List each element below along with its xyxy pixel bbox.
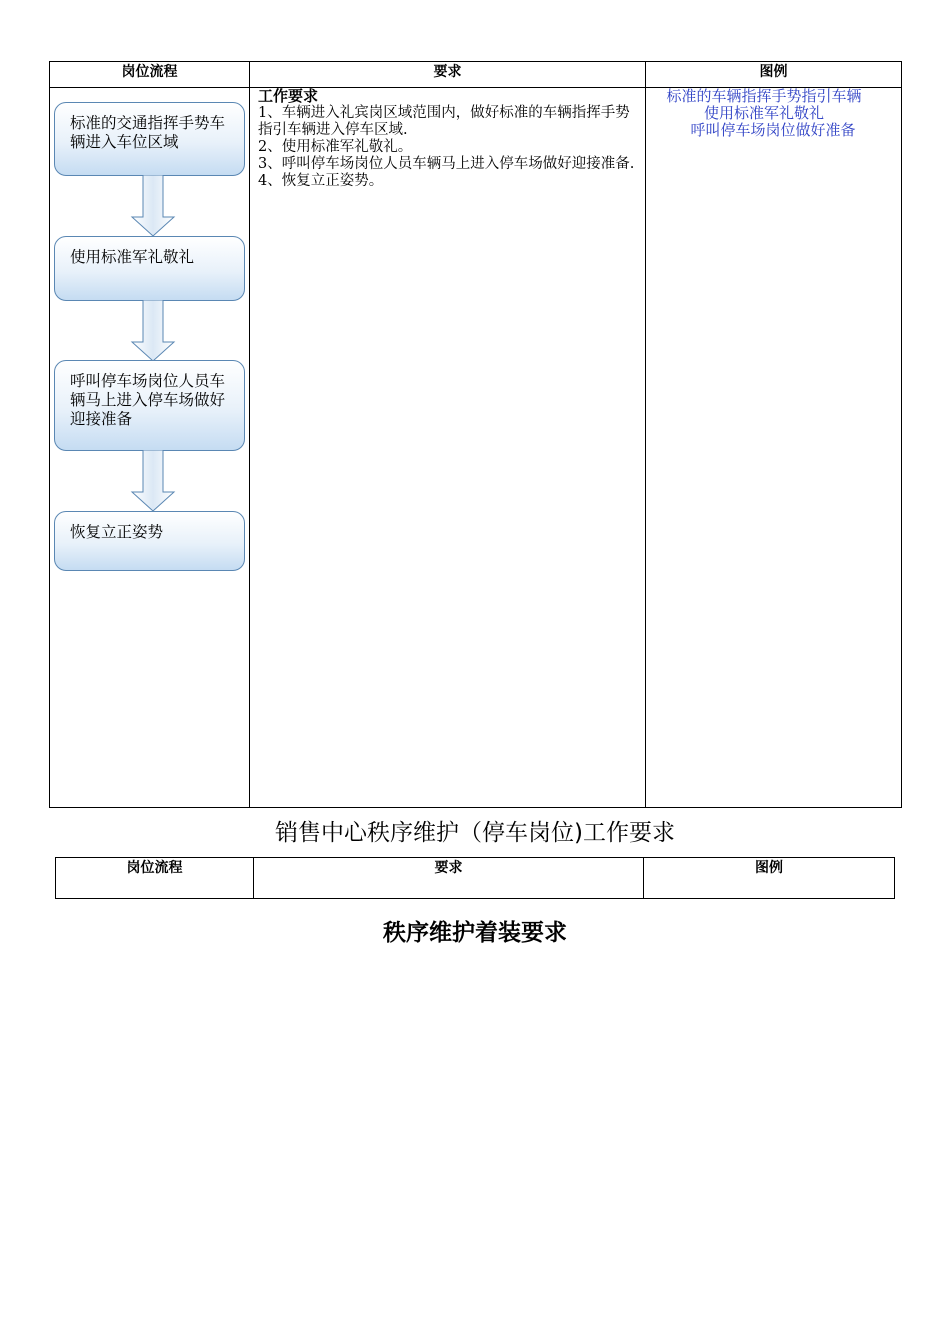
legend-cell — [646, 88, 882, 139]
requirements-cell — [258, 88, 638, 190]
table2-header-legend: 图例 — [755, 860, 783, 876]
table2-header-requirements: 要求 — [434, 860, 463, 876]
flow-step-4: 恢复立正姿势 — [54, 511, 245, 571]
requirement-item: 3、呼叫停车场岗位人员车辆马上进入停车场做好迎接准备. — [258, 156, 635, 172]
table2-header-process: 岗位流程 — [126, 860, 183, 876]
flow-step-2: 使用标准军礼敬礼 — [54, 236, 245, 301]
legend-item: 标准的车辆指挥手势指引车辆 — [666, 87, 862, 105]
legend-item: 使用标准军礼敬礼 — [703, 104, 824, 122]
requirements-title: 工作要求 — [258, 87, 319, 105]
table1-header-requirements: 要求 — [433, 64, 462, 80]
flow-arrow-down-icon — [128, 175, 178, 237]
table1-header-process: 岗位流程 — [121, 64, 178, 80]
requirement-item: 4、恢复立正姿势。 — [258, 173, 384, 189]
requirement-item: 2、使用标准军礼敬礼。 — [258, 139, 413, 155]
flow-arrow-down-icon — [128, 300, 178, 362]
requirement-item: 1、车辆进入礼宾岗区域范围内，做好标准的车辆指挥手势指引车辆进入停车区域. — [258, 105, 630, 138]
table1-header-legend: 图例 — [759, 64, 788, 80]
legend-item: 呼叫停车场岗位做好准备 — [690, 121, 856, 139]
flow-step-3: 呼叫停车场岗位人员车辆马上进入停车场做好迎接准备 — [54, 360, 245, 451]
section-title-2: 秩序维护着装要求 — [383, 920, 567, 946]
flow-arrow-down-icon — [128, 450, 178, 512]
flow-step-1: 标准的交通指挥手势车辆进入车位区域 — [54, 102, 245, 176]
section-title: 销售中心秩序维护（停车岗位)工作要求 — [275, 820, 675, 846]
